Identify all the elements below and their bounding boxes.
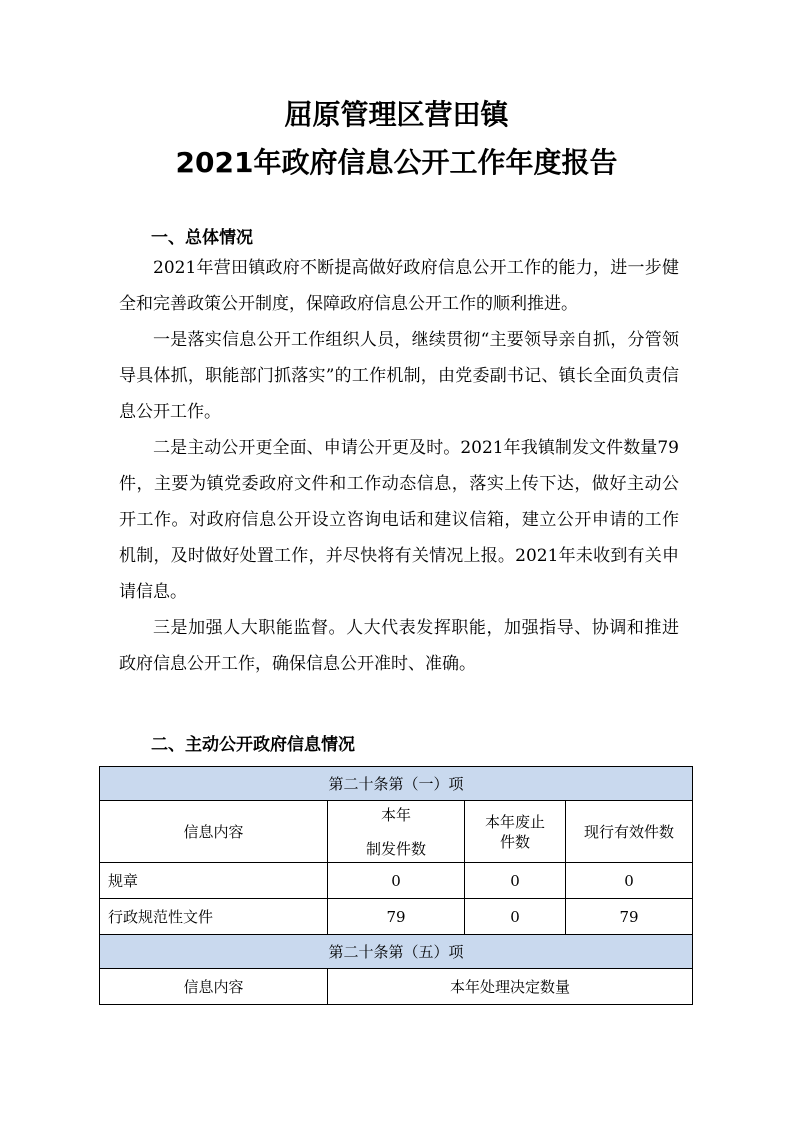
header-repealed-line2: 件数 [499, 832, 530, 851]
header-issued-line2: 制发件数 [365, 839, 426, 858]
header-repealed-line1: 本年废止 [484, 812, 545, 831]
band-cell: 第二十条第（一）项 [100, 767, 693, 801]
section2-heading: 二、主动公开政府信息情况 [151, 735, 355, 755]
paragraph: 2021年营田镇政府不断提高做好政府信息公开工作的能力，进一步健全和完善政策公开制度，保障政府信息公开工作的顺利推进。 [119, 258, 679, 314]
row-valid: 0 [566, 863, 693, 899]
header2-info-content: 信息内容 [100, 969, 328, 1005]
paragraph: 一是落实信息公开工作组织人员，继续贯彻“主要领导亲自抓，分管领导具体抓，职能部门抓落实”的工作机制，由党委副书记、镇长全面负责信息公开工作。 [119, 330, 679, 422]
paragraph: 三是加强人大职能监督。人大代表发挥职能，加强指导、协调和推进政府信息公开工作，确保信息公开准时、准确。 [119, 618, 679, 674]
table-band-row [100, 767, 693, 801]
table-header-row [100, 801, 693, 863]
section1-heading: 一、总体情况 [151, 228, 253, 248]
row-valid: 79 [566, 899, 693, 935]
row-repealed: 0 [465, 863, 566, 899]
document-title-line2: 2021年政府信息公开工作年度报告 [175, 146, 618, 179]
disclosure-table [99, 766, 693, 1005]
table-band-row [100, 935, 693, 969]
band-cell: 第二十条第（五）项 [100, 935, 693, 969]
section1-body [119, 250, 679, 682]
row-repealed: 0 [465, 899, 566, 935]
paragraph: 二是主动公开更全面、申请公开更及时。2021年我镇制发文件数量79件，主要为镇党委政府文件和工作动态信息，落实上传下达，做好主动公开工作。对政府信息公开设立咨询电话和建议信箱，建立公开申请的工作机制，及时做好处置工作，并尽快将有关情况上报。2021年未收到有关申请信息。 [119, 438, 679, 602]
document-title-line1: 屈原管理区营田镇 [284, 98, 509, 131]
header-info-content: 信息内容 [100, 801, 328, 863]
table-row [100, 899, 693, 935]
header2-decisions: 本年处理决定数量 [328, 969, 693, 1005]
header-issued [328, 801, 465, 863]
header-valid: 现行有效件数 [566, 801, 693, 863]
header-issued-line1: 本年 [380, 805, 411, 824]
row-issued: 0 [328, 863, 465, 899]
row-issued: 79 [328, 899, 465, 935]
table-row [100, 863, 693, 899]
header-repealed [465, 801, 566, 863]
table-header2-row [100, 969, 693, 1005]
row-label: 规章 [100, 863, 328, 899]
row-label: 行政规范性文件 [100, 899, 328, 935]
